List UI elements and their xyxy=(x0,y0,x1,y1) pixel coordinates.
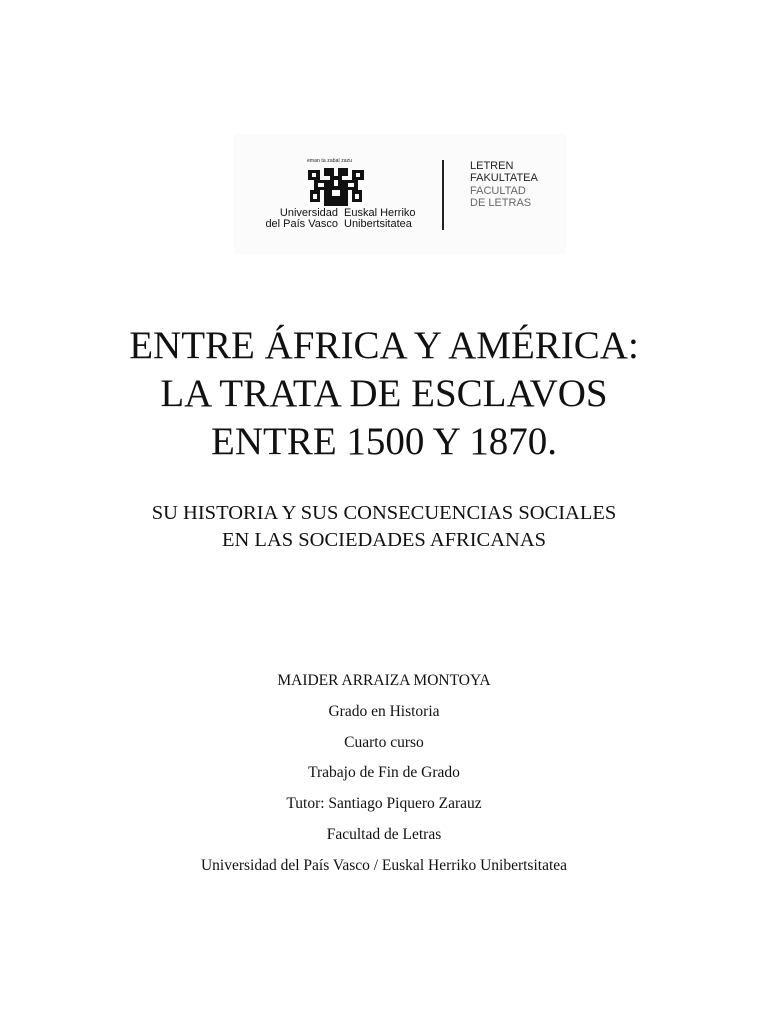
university-name: Universidad del País Vasco / Euskal Herriko Unibertsitatea xyxy=(200,856,568,874)
work-type: Trabajo de Fin de Grado xyxy=(308,764,460,782)
title-line: LA TRATA DE ESCLAVOS xyxy=(160,372,608,415)
logo-university-basque-line: Unibertsitatea xyxy=(344,218,412,230)
logo-faculty-spanish-line: DE LETRAS xyxy=(470,197,532,209)
logo-faculty-spanish xyxy=(470,185,531,209)
logo-university-spanish-line: Universidad xyxy=(279,207,338,219)
document-title xyxy=(60,322,708,466)
logo-university-basque-line: Euskal Herriko xyxy=(344,207,416,219)
tutor-name: Tutor: Santiago Piquero Zarauz xyxy=(286,795,482,813)
author-info-block xyxy=(60,666,708,882)
course-year: Cuarto curso xyxy=(344,733,424,751)
logo-faculty-basque-line: FAKULTATEA xyxy=(470,172,538,184)
university-logo xyxy=(234,134,566,254)
logo-university-spanish xyxy=(250,208,338,230)
logo-faculty-basque xyxy=(470,160,538,184)
subtitle-line: SU HISTORIA Y SUS CONSECUENCIAS SOCIALES xyxy=(151,502,617,524)
faculty-name: Facultad de Letras xyxy=(326,825,442,843)
title-line: ENTRE ÁFRICA Y AMÉRICA: xyxy=(129,324,639,367)
document-subtitle xyxy=(60,500,708,554)
degree-name: Grado en Historia xyxy=(328,702,440,720)
logo-motto: eman ta zabal zazu xyxy=(307,158,353,164)
title-line: ENTRE 1500 Y 1870. xyxy=(211,420,557,463)
university-emblem-icon xyxy=(306,166,366,208)
logo-faculty-spanish-line: FACULTAD xyxy=(470,185,526,197)
subtitle-line: EN LAS SOCIEDADES AFRICANAS xyxy=(221,529,547,551)
logo-university-basque xyxy=(344,208,444,230)
author-name: MAIDER ARRAIZA MONTOYA xyxy=(277,672,491,689)
logo-divider xyxy=(442,160,444,230)
logo-faculty-basque-line: LETREN xyxy=(470,160,514,172)
logo-university-spanish-line: del País Vasco xyxy=(265,218,338,230)
